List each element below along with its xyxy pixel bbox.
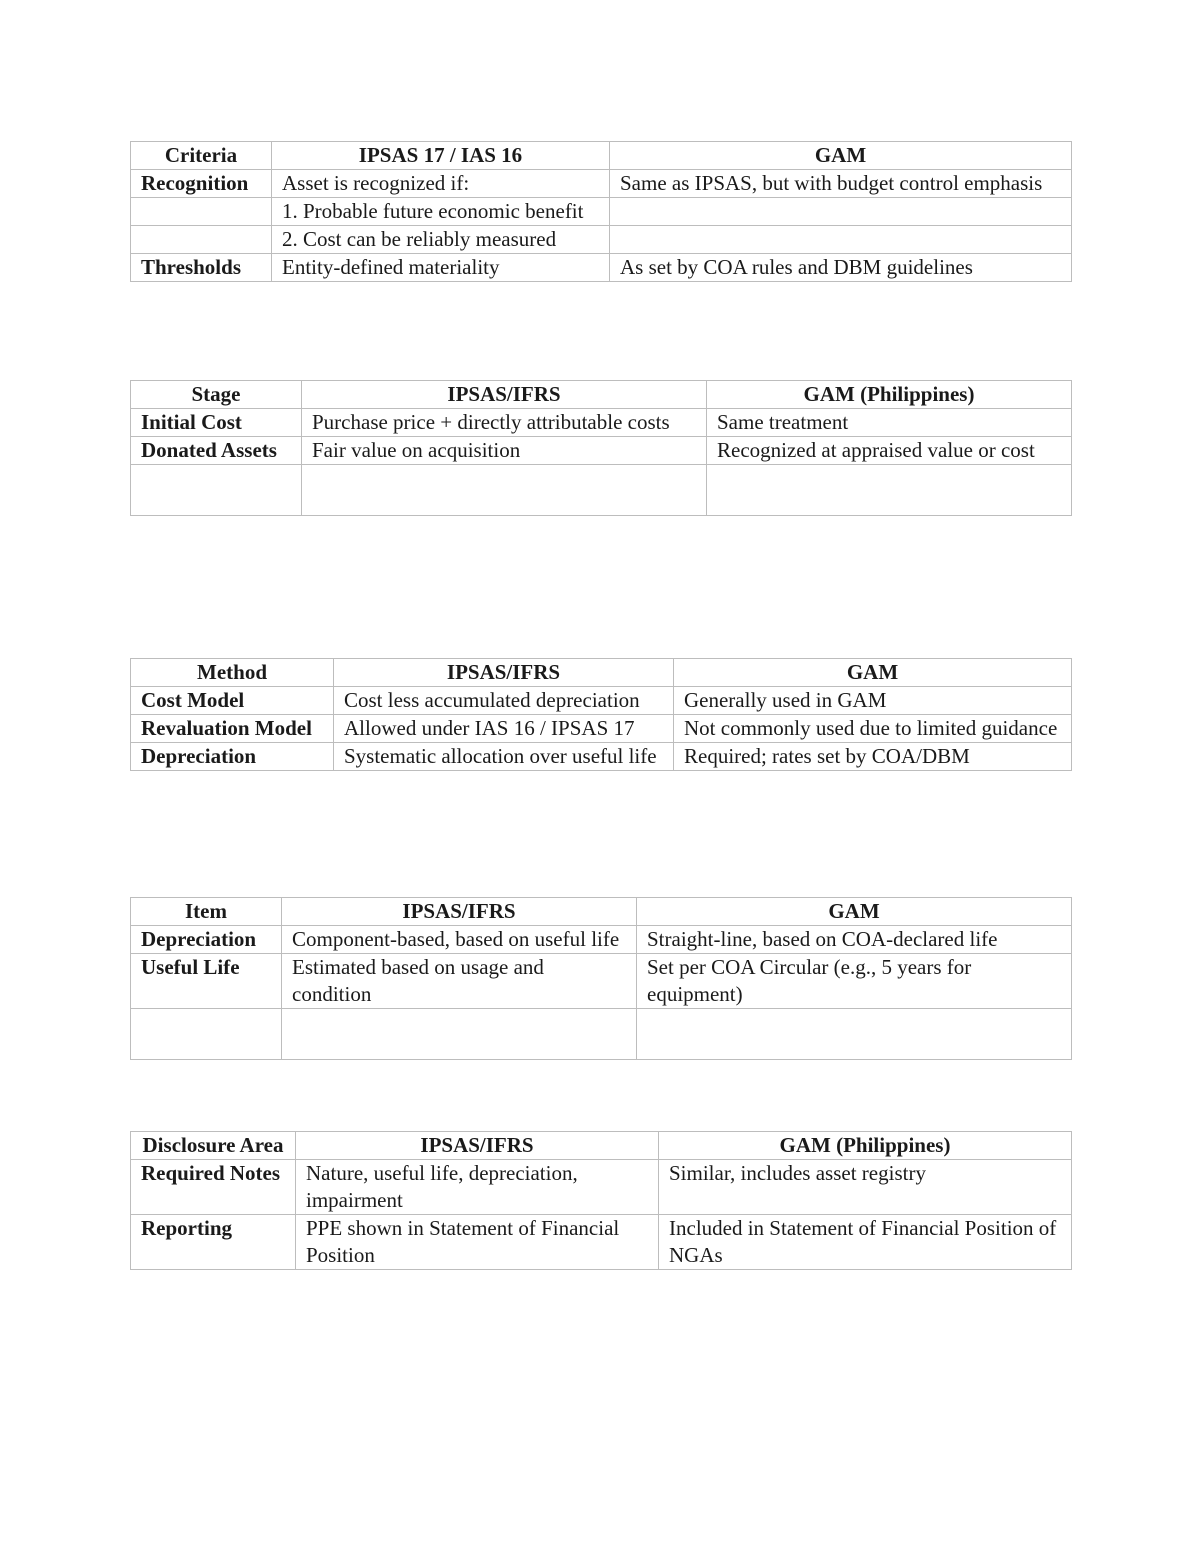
- table-row: [131, 409, 1072, 437]
- column-header: GAM (Philippines): [659, 1132, 1072, 1160]
- table-row: [131, 1160, 1072, 1215]
- table-cell: Nature, useful life, depreciation, impairment: [296, 1160, 659, 1215]
- table-cell: Generally used in GAM: [674, 687, 1072, 715]
- row-header-cell: Useful Life: [131, 954, 282, 1009]
- column-header: IPSAS 17 / IAS 16: [272, 142, 610, 170]
- table-header-row: [131, 898, 1072, 926]
- table-row: [131, 743, 1072, 771]
- column-header: GAM: [610, 142, 1072, 170]
- table-cell: Systematic allocation over useful life: [334, 743, 674, 771]
- table-row: [131, 687, 1072, 715]
- row-header-cell: [131, 198, 272, 226]
- table-cell: [610, 198, 1072, 226]
- table-cell: Allowed under IAS 16 / IPSAS 17: [334, 715, 674, 743]
- column-header: IPSAS/IFRS: [282, 898, 637, 926]
- column-header: IPSAS/IFRS: [296, 1132, 659, 1160]
- table-row: [131, 254, 1072, 282]
- table-row: [131, 226, 1072, 254]
- column-header: GAM (Philippines): [707, 381, 1072, 409]
- table-cell: Set per COA Circular (e.g., 5 years for equipment): [637, 954, 1072, 1009]
- table-cell: Estimated based on usage and condition: [282, 954, 637, 1009]
- row-header-cell: Donated Assets: [131, 437, 302, 465]
- column-header: Item: [131, 898, 282, 926]
- table-cell: Same treatment: [707, 409, 1072, 437]
- column-header: IPSAS/IFRS: [302, 381, 707, 409]
- table-row: [131, 198, 1072, 226]
- recognition-table: [130, 141, 1072, 282]
- table-cell: Fair value on acquisition: [302, 437, 707, 465]
- table-cell: PPE shown in Statement of Financial Position: [296, 1215, 659, 1270]
- table-cell: Included in Statement of Financial Position of NGAs: [659, 1215, 1072, 1270]
- table-header-row: [131, 1132, 1072, 1160]
- row-header-cell: Revaluation Model: [131, 715, 334, 743]
- row-header-cell: Depreciation: [131, 926, 282, 954]
- table-cell: 1. Probable future economic benefit: [272, 198, 610, 226]
- row-header-cell: Reporting: [131, 1215, 296, 1270]
- row-header-cell: Depreciation: [131, 743, 334, 771]
- disclosure-table: [130, 1131, 1072, 1270]
- table-row: [131, 715, 1072, 743]
- column-header: GAM: [674, 659, 1072, 687]
- row-header-cell: [131, 465, 302, 516]
- table-row: [131, 170, 1072, 198]
- row-header-cell: Thresholds: [131, 254, 272, 282]
- table-cell: Cost less accumulated depreciation: [334, 687, 674, 715]
- method-table: [130, 658, 1072, 771]
- measurement-table: [130, 380, 1072, 516]
- table-cell: 2. Cost can be reliably measured: [272, 226, 610, 254]
- table-cell: Straight-line, based on COA-declared life: [637, 926, 1072, 954]
- row-header-cell: Required Notes: [131, 1160, 296, 1215]
- table-cell: Recognized at appraised value or cost: [707, 437, 1072, 465]
- table-cell: [302, 465, 707, 516]
- column-header: GAM: [637, 898, 1072, 926]
- table-header-row: [131, 381, 1072, 409]
- table-cell: Not commonly used due to limited guidance: [674, 715, 1072, 743]
- table-cell: Entity-defined materiality: [272, 254, 610, 282]
- row-header-cell: Initial Cost: [131, 409, 302, 437]
- table-cell: [610, 226, 1072, 254]
- depreciation-table: [130, 897, 1072, 1060]
- table-cell: Required; rates set by COA/DBM: [674, 743, 1072, 771]
- table-header-row: [131, 659, 1072, 687]
- table-cell: Similar, includes asset registry: [659, 1160, 1072, 1215]
- row-header-cell: Recognition: [131, 170, 272, 198]
- row-header-cell: Cost Model: [131, 687, 334, 715]
- row-header-cell: [131, 1009, 282, 1060]
- table-row: [131, 437, 1072, 465]
- table-row: [131, 465, 1072, 516]
- table-header-row: [131, 142, 1072, 170]
- column-header: Criteria: [131, 142, 272, 170]
- table-cell: [637, 1009, 1072, 1060]
- column-header: IPSAS/IFRS: [334, 659, 674, 687]
- table-row: [131, 954, 1072, 1009]
- table-row: [131, 1009, 1072, 1060]
- column-header: Disclosure Area: [131, 1132, 296, 1160]
- table-row: [131, 926, 1072, 954]
- table-cell: As set by COA rules and DBM guidelines: [610, 254, 1072, 282]
- table-cell: Component-based, based on useful life: [282, 926, 637, 954]
- table-cell: Same as IPSAS, but with budget control emphasis: [610, 170, 1072, 198]
- row-header-cell: [131, 226, 272, 254]
- table-cell: Asset is recognized if:: [272, 170, 610, 198]
- table-cell: Purchase price + directly attributable costs: [302, 409, 707, 437]
- column-header: Method: [131, 659, 334, 687]
- table-row: [131, 1215, 1072, 1270]
- column-header: Stage: [131, 381, 302, 409]
- table-cell: [282, 1009, 637, 1060]
- table-cell: [707, 465, 1072, 516]
